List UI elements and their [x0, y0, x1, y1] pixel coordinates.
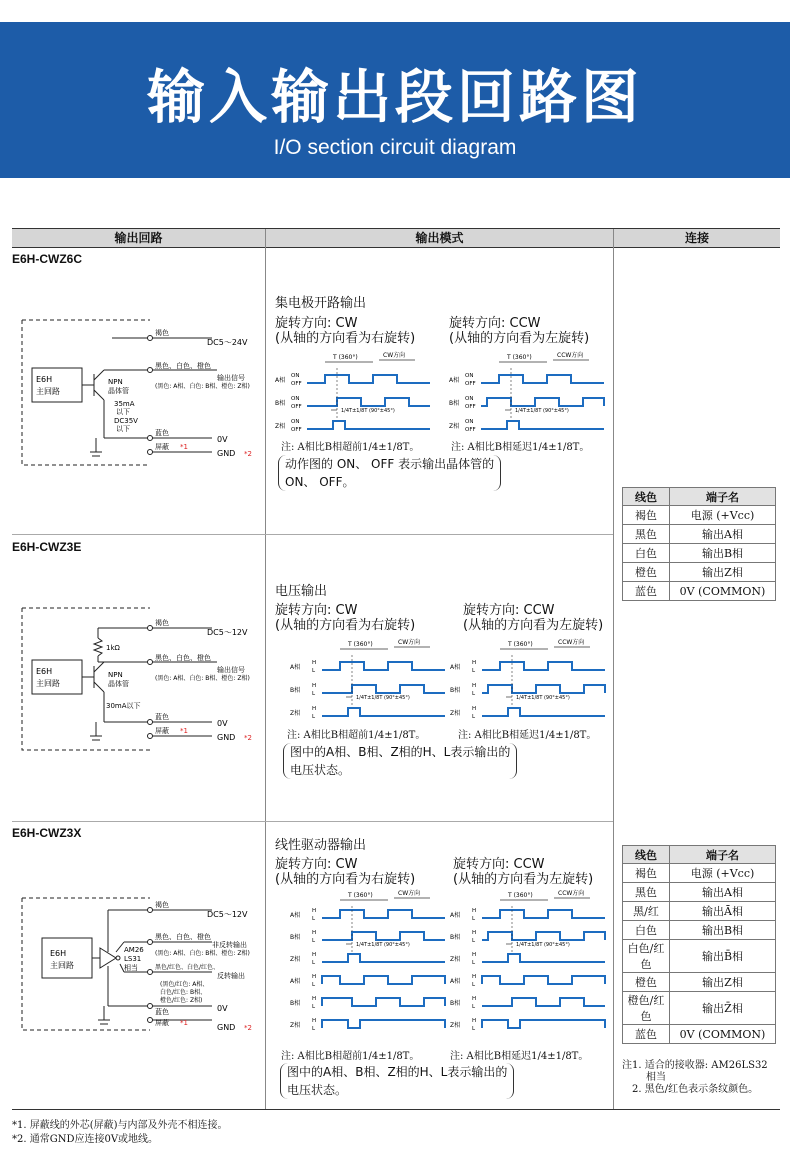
box-line: 电压状态。 [290, 763, 351, 777]
waveform [482, 932, 605, 940]
header-mode: 输出模式 [266, 229, 613, 248]
terminal-name: 输出Z̄相 [670, 992, 776, 1025]
block-label: E6H [36, 375, 53, 384]
rating-label: 35mA [114, 400, 135, 408]
level-label: L [472, 1026, 476, 1032]
level-label: H [312, 908, 317, 914]
phase-label: Z相 [290, 956, 301, 963]
voltage-label: DC5～12V [207, 628, 248, 637]
phase-note: 注: A相比B相超前1/4±1/8T。 [281, 1051, 420, 1062]
terminal-name: 输出B相 [670, 544, 776, 563]
explanation-box [280, 1063, 514, 1099]
voltage-label: DC5～24V [207, 338, 248, 347]
table-row [623, 992, 776, 1025]
wire-label: (黑色: A相、白色: B相、橙色: Z相) [155, 950, 250, 957]
cw-title: 旋转方向: CW [275, 603, 358, 618]
wire-label: 反转输出 [217, 972, 245, 980]
level-label: OFF [291, 381, 302, 387]
direction-ccw [453, 857, 593, 887]
phase-diff-label: 1/4T±1/8T (90°±45°) [516, 695, 570, 701]
voltage-label: GND [217, 733, 236, 742]
waveform [322, 662, 445, 670]
period-label: T (360°) [348, 892, 373, 899]
level-label: L [312, 938, 316, 944]
rating-label: 以下 [116, 425, 130, 433]
cw-sub: (从轴的方向看为右旋转) [275, 331, 416, 346]
note-line: 2. 黑色/红色表示条纹颜色。 [632, 1084, 759, 1095]
wire-color: 橙色 [623, 973, 670, 992]
rating-label: 以下 [116, 408, 130, 416]
voltage-label: DC5～12V [207, 910, 248, 919]
block-label: 主回路 [36, 679, 60, 688]
waveform [481, 421, 604, 429]
terminal-name: 输出Z相 [670, 563, 776, 582]
cw-sub: (从轴的方向看为右旋转) [275, 872, 416, 887]
direction-cw [275, 316, 415, 346]
waveform [322, 910, 445, 918]
box-line: 动作图的 ON、 OFF 表示输出晶体管的 [285, 457, 495, 471]
wire-label: 黑色、白色、橙色 [155, 654, 211, 662]
level-label: OFF [465, 404, 476, 410]
level-label: L [312, 982, 316, 988]
terminal-name: 输出B̄相 [670, 940, 776, 973]
waveform [322, 954, 445, 962]
level-label: H [312, 660, 317, 666]
wire-label: 褐色 [155, 619, 169, 627]
direction-ccw [463, 603, 603, 633]
wire-color: 橙色 [623, 563, 670, 582]
component-label: NPN [108, 671, 123, 679]
explanation-box [283, 743, 517, 779]
waveform [482, 976, 605, 984]
level-label: L [472, 982, 476, 988]
level-label: OFF [465, 427, 476, 433]
component-label: NPN [108, 378, 123, 386]
level-label: H [472, 952, 477, 958]
voltage-label: 0V [217, 1004, 228, 1013]
ccw-sub: (从轴的方向看为左旋转) [449, 331, 590, 346]
direction-arrow-label: CCW方向 [557, 352, 584, 359]
direction-arrow-label: CW方向 [383, 352, 406, 359]
phase-note: 注: A相比B相延迟1/4±1/8T。 [458, 730, 597, 741]
page-title: 输入输出段回路图 [146, 63, 643, 131]
wire-color: 白色 [623, 544, 670, 563]
terminal-name: 输出A相 [670, 883, 776, 902]
waveform [322, 685, 445, 693]
note-line: 注1. 适合的接收器: AM26LS32 [622, 1060, 768, 1071]
table-row [623, 973, 776, 992]
terminal-name: 电源 (+Vcc) [670, 864, 776, 883]
voltage-label: 0V [217, 719, 228, 728]
ccw-sub: (从轴的方向看为左旋转) [453, 872, 594, 887]
table-row [623, 864, 776, 883]
phase-label: B相 [290, 1000, 301, 1007]
phase-label: Z相 [290, 710, 301, 717]
wire-label: 黑色/红色、白色/红色、 [155, 964, 220, 971]
wire-label: 屏蔽 [155, 1019, 169, 1027]
box-line: 图中的A相、B相、Z相的H、L表示输出的 [290, 745, 511, 759]
level-label: ON [465, 373, 474, 379]
ccw-title: 旋转方向: CCW [463, 603, 555, 618]
wire-label: 橙色/红色: Z相) [160, 997, 203, 1004]
block-label: E6H [50, 949, 67, 958]
phase-label: B相 [450, 1000, 461, 1007]
table-row [623, 506, 776, 525]
connection-table [622, 845, 776, 1044]
wire-color: 橙色/红色 [623, 992, 670, 1025]
wire-color: 蓝色 [623, 1025, 670, 1044]
waveform [482, 708, 605, 716]
header-connect: 连接 [614, 229, 780, 248]
level-label: L [472, 691, 476, 697]
phase-label: A相 [449, 377, 460, 384]
table-header: 端子名 [670, 846, 776, 864]
level-label: H [312, 974, 317, 980]
level-label: H [472, 974, 477, 980]
level-label: L [312, 668, 316, 674]
note-line: 相当 [646, 1072, 666, 1083]
wire-label: 蓝色 [155, 1008, 169, 1016]
level-label: H [312, 996, 317, 1002]
level-label: L [312, 960, 316, 966]
level-label: ON [291, 396, 300, 402]
ccw-sub: (从轴的方向看为左旋转) [463, 618, 604, 633]
footnote-mark: *2 [244, 734, 252, 742]
block-label: 主回路 [50, 961, 74, 970]
level-label: ON [291, 419, 300, 425]
level-label: L [312, 691, 316, 697]
waveform [482, 998, 605, 1006]
wire-label: 蓝色 [155, 713, 169, 721]
phase-label: B相 [290, 934, 301, 941]
period-label: T (360°) [508, 892, 533, 899]
waveform [322, 708, 445, 716]
timing-chart-ccw [450, 637, 610, 722]
connection-note [622, 1060, 768, 1096]
component-label: 晶体管 [108, 387, 129, 395]
cw-sub: (从轴的方向看为右旋转) [275, 618, 416, 633]
row-divider [12, 821, 613, 822]
section-title: 线性驱动器输出 [275, 838, 367, 853]
terminal-name: 输出Ā相 [670, 902, 776, 921]
terminal-name: 电源 (+Vcc) [670, 506, 776, 525]
circuit-diagram-voltage [12, 590, 264, 760]
ic-label: 相当 [124, 964, 138, 972]
cw-title: 旋转方向: CW [275, 857, 358, 872]
wire-label: 褐色 [155, 329, 169, 337]
wire-color: 褐色 [623, 506, 670, 525]
phase-diff-label: 1/4T±1/8T (90°±45°) [515, 408, 569, 414]
terminal-name: 输出Z相 [670, 973, 776, 992]
phase-label: Z相 [450, 956, 461, 963]
wire-label: 输出信号 [217, 666, 245, 674]
period-label: T (360°) [348, 641, 373, 648]
level-label: OFF [291, 427, 302, 433]
rating-label: 30mA以下 [106, 702, 141, 710]
wire-label: 黑色、白色、橙色 [155, 362, 211, 370]
phase-diff-label: 1/4T±1/8T (90°±45°) [356, 942, 410, 948]
waveform [482, 685, 605, 693]
timing-chart-ccw [450, 888, 610, 1043]
phase-note: 注: A相比B相延迟1/4±1/8T。 [450, 1051, 589, 1062]
timing-chart-cw [275, 350, 435, 435]
footnote-mark: *1 [180, 1019, 188, 1027]
direction-arrow-label: CW方向 [398, 639, 421, 646]
box-line: 图中的A相、B相、Z相的H、L表示输出的 [287, 1065, 508, 1079]
rating-label: DC35V [114, 417, 138, 425]
level-label: H [472, 1018, 477, 1024]
phase-label: B相 [449, 400, 460, 407]
level-label: H [472, 660, 477, 666]
level-label: L [472, 960, 476, 966]
phase-label: Z相 [450, 710, 461, 717]
phase-label: Z相 [450, 1022, 461, 1029]
terminal-name: 0V (COMMON) [670, 582, 776, 601]
phase-label: A相 [450, 978, 461, 985]
table-row [623, 563, 776, 582]
level-label: H [312, 930, 317, 936]
wire-label: 屏蔽 [155, 443, 169, 451]
footnote: *2. 通常GND应连接0V或地线。 [12, 1134, 159, 1145]
section-title: 集电极开路输出 [275, 296, 367, 311]
wire-color: 褐色 [623, 864, 670, 883]
level-label: ON [465, 396, 474, 402]
table-row [623, 902, 776, 921]
waveform [482, 910, 605, 918]
block-label: E6H [36, 667, 53, 676]
level-label: ON [465, 419, 474, 425]
level-label: H [472, 706, 477, 712]
level-label: H [472, 683, 477, 689]
direction-arrow-label: CW方向 [398, 890, 421, 897]
page-subtitle: I/O section circuit diagram [273, 136, 517, 159]
table-header: 线色 [623, 488, 670, 506]
waveform [307, 375, 430, 383]
table-row [623, 582, 776, 601]
header-circuit: 输出回路 [12, 229, 265, 248]
ic-label: LS31 [124, 955, 142, 963]
phase-diff-label: 1/4T±1/8T (90°±45°) [341, 408, 395, 414]
phase-label: B相 [290, 687, 301, 694]
voltage-label: 0V [217, 435, 228, 444]
ic-label: AM26 [124, 946, 144, 954]
wire-label: 黑色、白色、橙色 [155, 933, 211, 941]
wire-label: (黑色: A相、白色: B相、橙色: Z相) [155, 383, 250, 390]
cw-title: 旋转方向: CW [275, 316, 358, 331]
level-label: H [312, 706, 317, 712]
level-label: H [472, 930, 477, 936]
direction-arrow-label: CCW方向 [558, 890, 585, 897]
phase-label: B相 [450, 687, 461, 694]
wire-label: 屏蔽 [155, 727, 169, 735]
level-label: L [472, 1004, 476, 1010]
ccw-title: 旋转方向: CCW [449, 316, 541, 331]
component-label: 晶体管 [108, 680, 129, 688]
waveform [481, 398, 604, 406]
block-label: 主回路 [36, 387, 60, 396]
level-label: H [312, 952, 317, 958]
model-label: E6H-CWZ3X [12, 826, 82, 840]
period-label: T (360°) [333, 354, 358, 361]
level-label: L [312, 714, 316, 720]
waveform [481, 375, 604, 383]
level-label: H [312, 683, 317, 689]
level-label: L [472, 916, 476, 922]
period-label: T (360°) [507, 354, 532, 361]
box-line: 电压状态。 [287, 1083, 348, 1097]
divider [265, 229, 266, 1109]
waveform [482, 662, 605, 670]
wire-label: 褐色 [155, 901, 169, 909]
footnote: *1. 屏蔽线的外芯(屏蔽)与内部及外壳不相连接。 [12, 1120, 228, 1131]
ccw-title: 旋转方向: CCW [453, 857, 545, 872]
wire-color: 蓝色 [623, 582, 670, 601]
footnote-mark: *2 [244, 1024, 252, 1032]
waveform [322, 1020, 445, 1028]
model-label: E6H-CWZ6C [12, 252, 83, 266]
model-label: E6H-CWZ3E [12, 540, 82, 554]
box-line: ON、 OFF。 [285, 475, 355, 489]
period-label: T (360°) [508, 641, 533, 648]
row-divider [12, 534, 613, 535]
voltage-label: GND [217, 1023, 236, 1032]
wire-color: 白色 [623, 921, 670, 940]
table-row [623, 940, 776, 973]
waveform [482, 1020, 605, 1028]
divider [613, 229, 614, 1109]
component-label: 1kΩ [106, 644, 120, 652]
wire-color: 黑色 [623, 525, 670, 544]
phase-label: A相 [450, 912, 461, 919]
phase-diff-label: 1/4T±1/8T (90°±45°) [516, 942, 570, 948]
level-label: L [472, 938, 476, 944]
phase-label: Z相 [275, 423, 286, 430]
waveform [322, 998, 445, 1006]
wire-color: 黑色 [623, 883, 670, 902]
phase-note: 注: A相比B相延迟1/4±1/8T。 [451, 442, 590, 453]
footnote-mark: *1 [180, 727, 188, 735]
phase-label: B相 [275, 400, 286, 407]
table-header: 线色 [623, 846, 670, 864]
direction-cw [275, 603, 415, 633]
waveform [322, 932, 445, 940]
direction-cw [275, 857, 415, 887]
wire-label: 输出信号 [217, 374, 245, 382]
circuit-diagram-open-collector [12, 300, 264, 480]
waveform [322, 976, 445, 984]
timing-chart-cw [290, 888, 450, 1043]
level-label: H [312, 1018, 317, 1024]
wire-label: (黑色/红色: A相、 [160, 981, 209, 988]
phase-label: A相 [290, 912, 301, 919]
wire-color: 黑/红 [623, 902, 670, 921]
level-label: L [312, 1004, 316, 1010]
table-row [623, 544, 776, 563]
footnote-mark: *2 [244, 450, 252, 458]
terminal-name: 输出A相 [670, 525, 776, 544]
phase-note: 注: A相比B相超前1/4±1/8T。 [287, 730, 426, 741]
table-row [623, 525, 776, 544]
wire-label: 白色/红色: B相、 [160, 989, 207, 996]
waveform [482, 954, 605, 962]
level-label: L [312, 916, 316, 922]
wire-label: 蓝色 [155, 429, 169, 437]
level-label: OFF [465, 381, 476, 387]
connection-table [622, 487, 776, 601]
terminal-name: 输出B相 [670, 921, 776, 940]
phase-label: Z相 [290, 1022, 301, 1029]
direction-ccw [449, 316, 589, 346]
wire-label: (黑色: A相、白色: B相、橙色: Z相) [155, 675, 250, 682]
level-label: L [472, 714, 476, 720]
phase-diff-label: 1/4T±1/8T (90°±45°) [356, 695, 410, 701]
waveform [307, 421, 430, 429]
level-label: H [472, 908, 477, 914]
title-banner [0, 22, 790, 178]
wire-color: 白色/红色 [623, 940, 670, 973]
level-label: ON [291, 373, 300, 379]
circuit-diagram-line-driver [12, 880, 264, 1040]
direction-arrow-label: CCW方向 [558, 639, 585, 646]
section-title: 电压输出 [275, 584, 328, 599]
phase-label: Z相 [449, 423, 460, 430]
phase-label: A相 [450, 664, 461, 671]
level-label: OFF [291, 404, 302, 410]
voltage-label: GND [217, 449, 236, 458]
wire-label: 非反转输出 [212, 941, 247, 949]
phase-label: B相 [450, 934, 461, 941]
explanation-box [278, 455, 501, 491]
timing-chart-ccw [449, 350, 609, 435]
level-label: H [472, 996, 477, 1002]
table-row [623, 921, 776, 940]
level-label: L [312, 1026, 316, 1032]
phase-label: A相 [290, 978, 301, 985]
table-header: 端子名 [670, 488, 776, 506]
table-row [623, 883, 776, 902]
footnote-mark: *1 [180, 443, 188, 451]
terminal-name: 0V (COMMON) [670, 1025, 776, 1044]
phase-label: A相 [275, 377, 286, 384]
waveform [307, 398, 430, 406]
phase-note: 注: A相比B相超前1/4±1/8T。 [281, 442, 420, 453]
level-label: L [472, 668, 476, 674]
timing-chart-cw [290, 637, 450, 722]
table-row [623, 1025, 776, 1044]
phase-label: A相 [290, 664, 301, 671]
